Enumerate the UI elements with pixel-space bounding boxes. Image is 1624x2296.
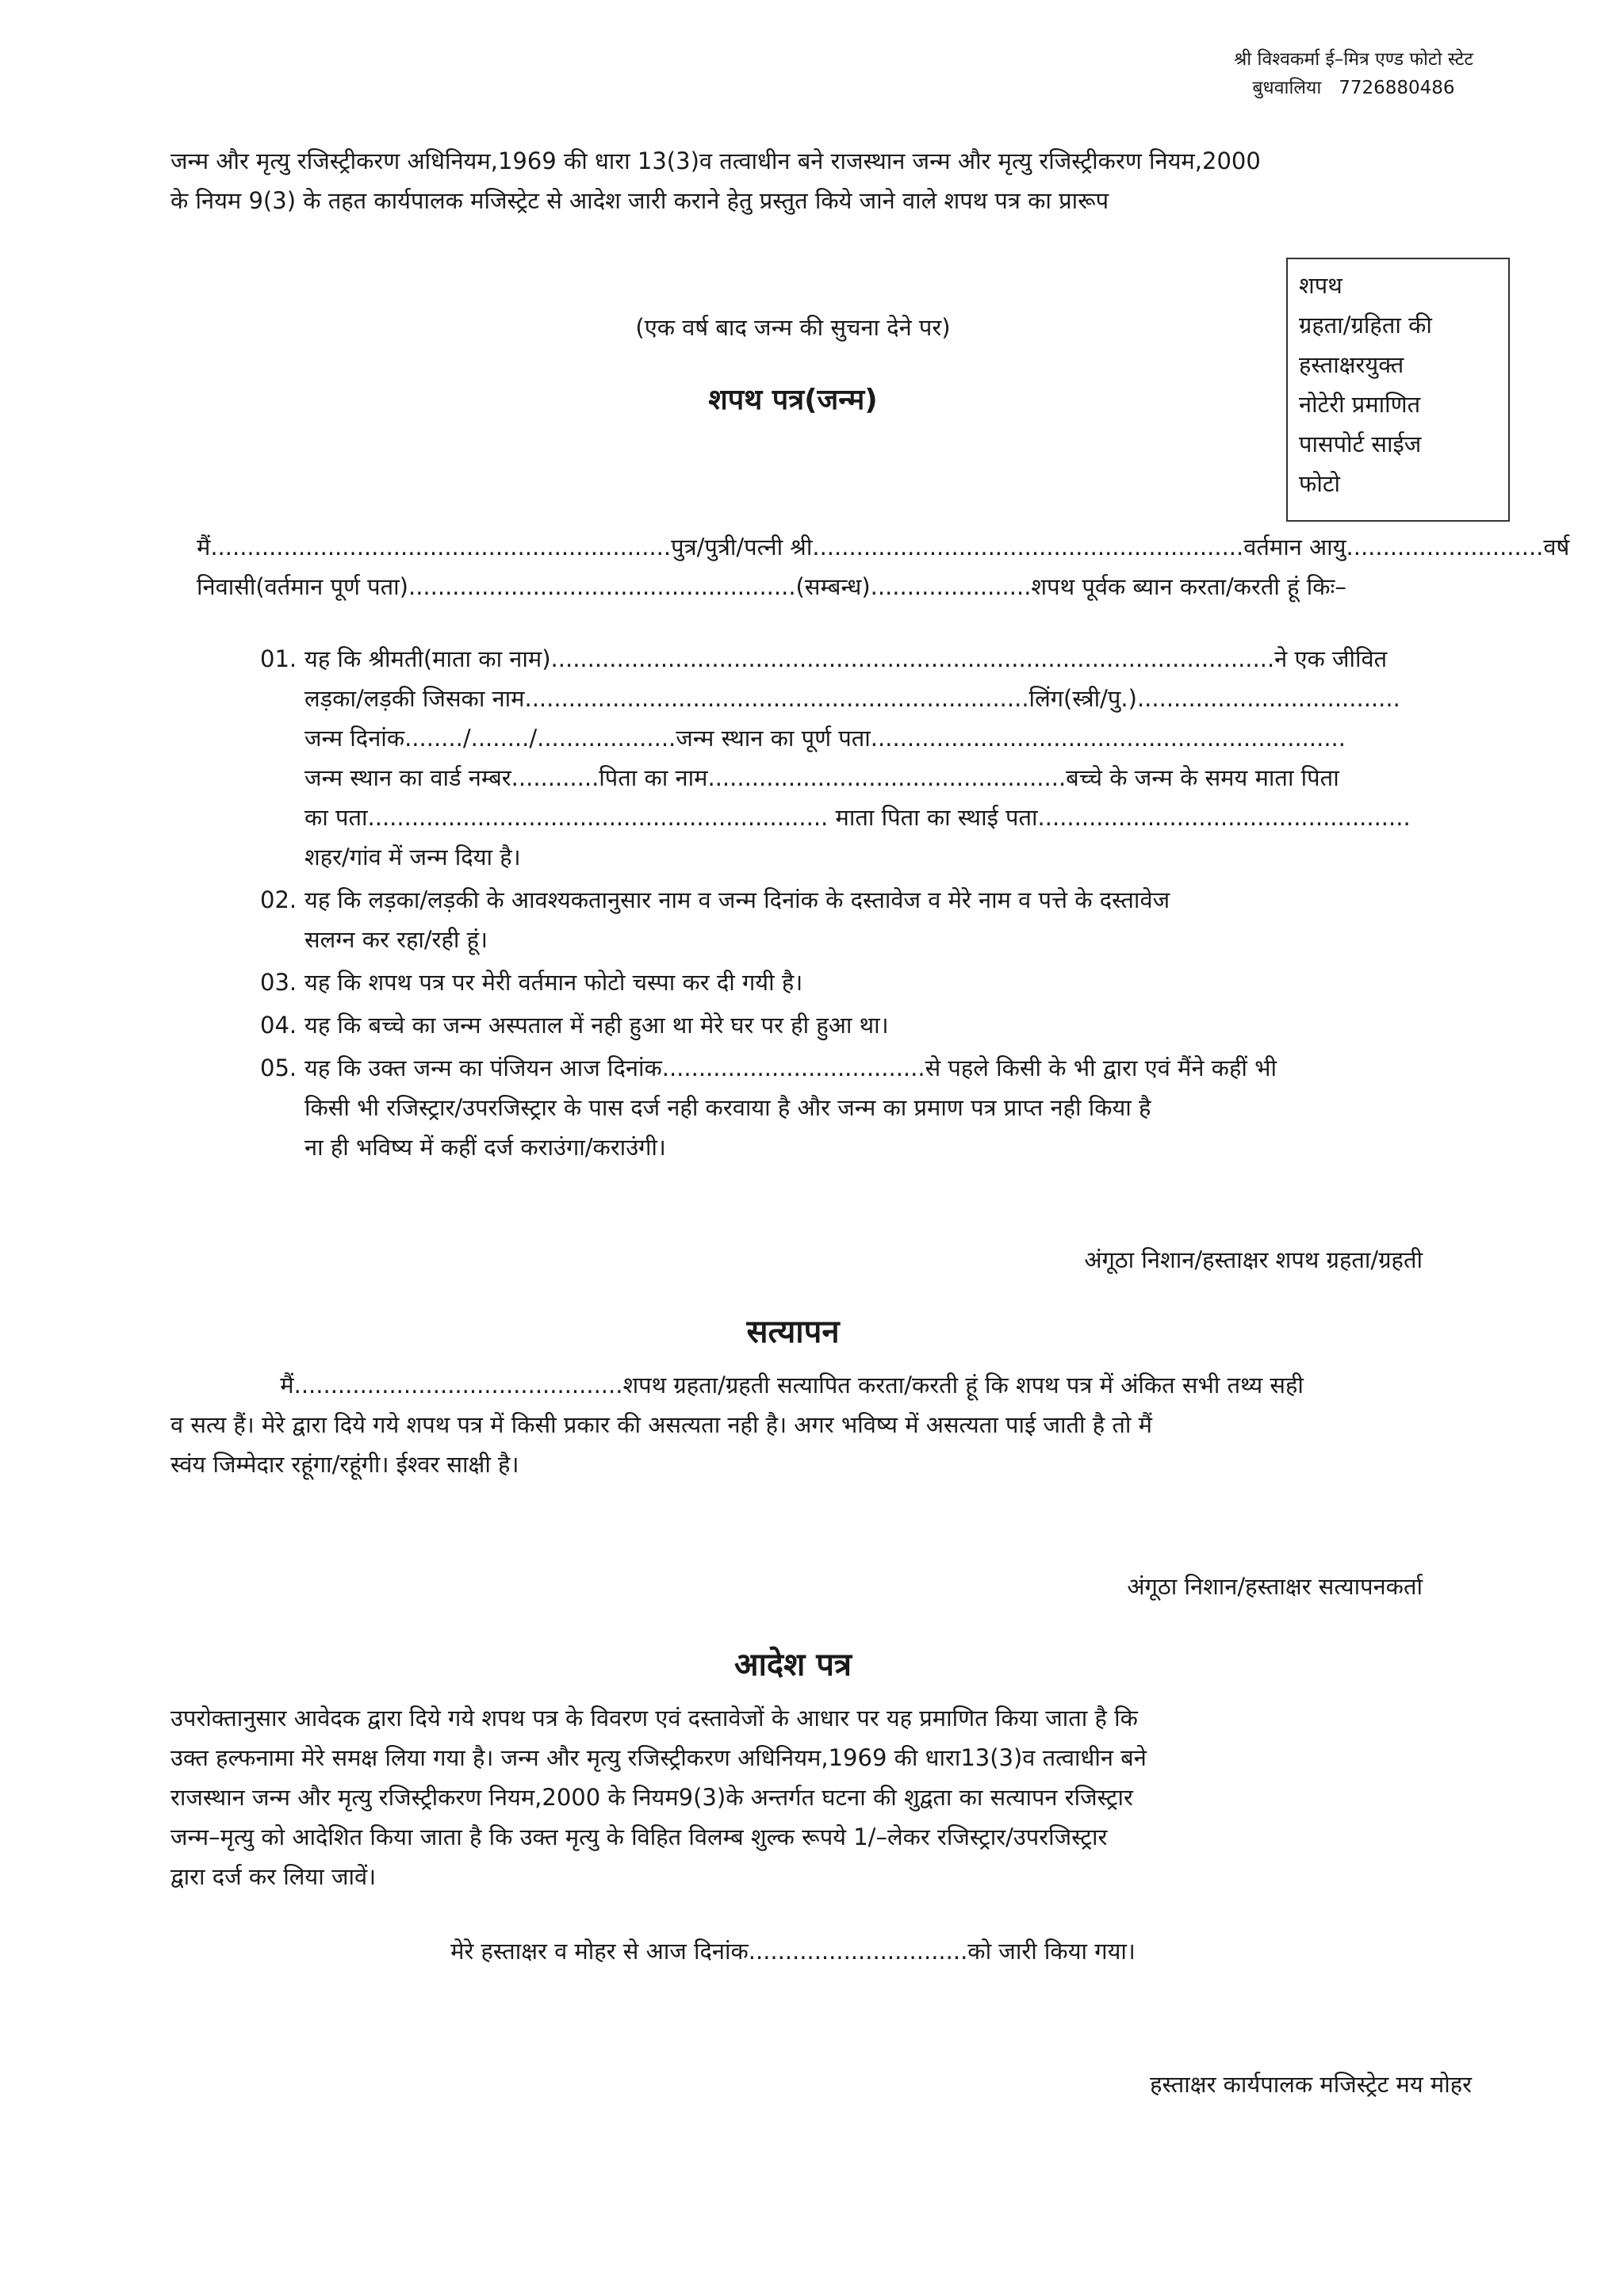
shop-phone: 7726880486 — [1339, 77, 1455, 98]
point-line: ना ही भविष्य में कहीं दर्ज कराउंगा/कराउंगी। — [304, 1134, 666, 1161]
order-paragraph — [170, 1698, 1511, 1896]
point-line: लड़का/लड़की जिसका नाम.....................................................................लिंग(स्त्री/पु.).................................... — [304, 685, 1400, 712]
point-number: 03. — [260, 969, 297, 996]
point-number: 05. — [260, 1054, 297, 1081]
photo-box-line: नोटेरी प्रमाणित — [1299, 391, 1421, 418]
issue-line: मेरे हस्ताक्षर व मोहर से आज दिनांक..............................को जारी किया गया। — [450, 1938, 1136, 1965]
photo-box-line: पासपोर्ट साईज — [1299, 430, 1422, 457]
list-item — [260, 639, 1481, 877]
shop-header — [1234, 46, 1473, 102]
list-item — [260, 962, 1481, 1002]
declaration-line: निवासी(वर्तमान पूर्ण पता).....................................................(सम्बन्ध)......................शपथ पूर्वक ब्यान करता/करती हूं किः– — [197, 573, 1346, 600]
order-line: राजस्थान जन्म और मृत्यु रजिस्ट्रीकरण नियम,2000 के नियम9(3)के अन्तर्गत घटना की शुद्वता का सत्यापन रजिस्ट्रार — [170, 1784, 1133, 1811]
order-line: उक्त हल्फनामा मेरे समक्ष लिया गया है। जन्म और मृत्यु रजिस्ट्रीकरण अधिनियम,1969 की धारा13(3)व तत्वाधीन बने — [170, 1744, 1147, 1771]
point-line: यह कि शपथ पत्र पर मेरी वर्तमान फोटो चस्पा कर दी गयी है। — [304, 969, 803, 996]
declaration — [197, 527, 1570, 607]
point-line: यह कि लड़का/लड़की के आवश्यकतानुसार नाम व जन्म दिनांक के दस्तावेज व मेरे नाम व पत्ते के दस्तावेज — [304, 886, 1170, 913]
shop-place: बुधवालिया — [1252, 77, 1322, 98]
order-heading: आदेश पत्र — [733, 1647, 852, 1683]
intro-paragraph — [170, 141, 1511, 220]
point-line: सलग्न कर रहा/रही हूं। — [304, 926, 488, 953]
signature-magistrate: हस्ताक्षर कार्यपालक मजिस्ट्रेट मय मोहर — [1150, 2071, 1472, 2098]
point-text — [304, 1005, 1481, 1045]
shop-contact — [1234, 75, 1473, 103]
verification-line: मैं.............................................शपथ ग्रहता/ग्रहती सत्यापित करता/करती हूं कि शपथ पत्र में अंकित सभी तथ्य सही — [170, 1372, 1304, 1399]
page-title: शपथ पत्र(जन्म) — [708, 384, 878, 416]
point-line: किसी भी रजिस्ट्रार/उपरजिस्ट्रार के पास दर्ज नही करवाया है और जन्म का प्रमाण पत्र प्राप्त नही किया है — [304, 1094, 1151, 1121]
point-text — [304, 1048, 1481, 1167]
signature-affiant: अंगूठा निशान/हस्ताक्षर शपथ ग्रहता/ग्रहती — [1084, 1246, 1423, 1273]
order-line: द्वारा दर्ज कर लिया जावें। — [170, 1863, 377, 1890]
photo-box-line: शपथ — [1299, 272, 1342, 299]
signature-verifier: अंगूठा निशान/हस्ताक्षर सत्यापनकर्ता — [1127, 1573, 1423, 1600]
point-line: यह कि उक्त जन्म का पंजियन आज दिनांक....................................से पहले किसी के भी द्वारा एवं मैंने कहीं भी — [304, 1054, 1277, 1081]
shop-name: श्री विश्वकर्मा ई–मित्र एण्ड फोटो स्टेट — [1234, 49, 1473, 70]
intro-line: जन्म और मृत्यु रजिस्ट्रीकरण अधिनियम,1969 की धारा 13(3)व तत्वाधीन बने राजस्थान जन्म और मृत्यु रजिस्ट्रीकरण नियम,2000 — [170, 147, 1261, 174]
point-number: 04. — [260, 1012, 297, 1039]
photo-box-line: ग्रहता/ग्रहिता की — [1299, 312, 1432, 339]
point-text — [304, 880, 1481, 959]
photo-box-line: हस्ताक्षरयुक्त — [1299, 351, 1404, 378]
points-list — [260, 639, 1481, 1170]
order-line: जन्म–मृत्यु को आदेशित किया जाता है कि उक्त मृत्यु के विहित विलम्ब शुल्क रूपये 1/–लेकर रजिस्ट्रार/उपरजिस्ट्रार — [170, 1823, 1108, 1850]
verification-paragraph — [170, 1365, 1511, 1484]
point-line: यह कि बच्चे का जन्म अस्पताल में नही हुआ था मेरे घर पर ही हुआ था। — [304, 1012, 889, 1039]
point-line: शहर/गांव में जन्म दिया है। — [304, 844, 521, 871]
point-line: जन्म दिनांक......../......../...................जन्म स्थान का पूर्ण पता................................................................. — [304, 725, 1346, 752]
point-line: यह कि श्रीमती(माता का नाम)...................................................................................................ने एक जीवित — [304, 645, 1388, 672]
point-line: का पता............................................................... माता पिता का स्थाई पता................................................... — [304, 804, 1411, 831]
list-item — [260, 1048, 1481, 1167]
intro-line: के नियम 9(3) के तहत कार्यपालक मजिस्ट्रेट से आदेश जारी कराने हेतु प्रस्तुत किये जाने वाले शपथ पत्र का प्रारूप — [170, 187, 1109, 214]
verification-line: व सत्य हैं। मेरे द्वारा दिये गये शपथ पत्र में किसी प्रकार की असत्यता नही है। अगर भविष्य में असत्यता पाई जाती है तो मैं — [170, 1411, 1152, 1438]
order-line: उपरोक्तानुसार आवेदक द्वारा दिये गये शपथ पत्र के विवरण एवं दस्तावेजों के आधार पर यह प्रमाणित किया जाता है कि — [170, 1705, 1138, 1732]
photo-box-line: फोटो — [1299, 470, 1340, 497]
declaration-line: मैं...............................................................पुत्र/पुत्री/पत्नी श्री...........................................................वर्तमान आयु...........................वर्ष — [197, 534, 1570, 561]
list-item — [260, 880, 1481, 959]
subtitle: (एक वर्ष बाद जन्म की सुचना देने पर) — [635, 314, 951, 341]
point-text — [304, 639, 1481, 877]
verification-heading: सत्यापन — [746, 1314, 840, 1350]
point-number: 02. — [260, 886, 297, 913]
point-number: 01. — [260, 645, 297, 672]
verification-line: स्वंय जिम्मेदार रहूंगा/रहूंगी। ईश्वर साक्षी है। — [170, 1451, 519, 1478]
list-item — [260, 1005, 1481, 1045]
point-line: जन्म स्थान का वार्ड नम्बर............पिता का नाम.................................................बच्चे के जन्म के समय माता पिता — [304, 764, 1339, 791]
point-text — [304, 962, 1481, 1002]
